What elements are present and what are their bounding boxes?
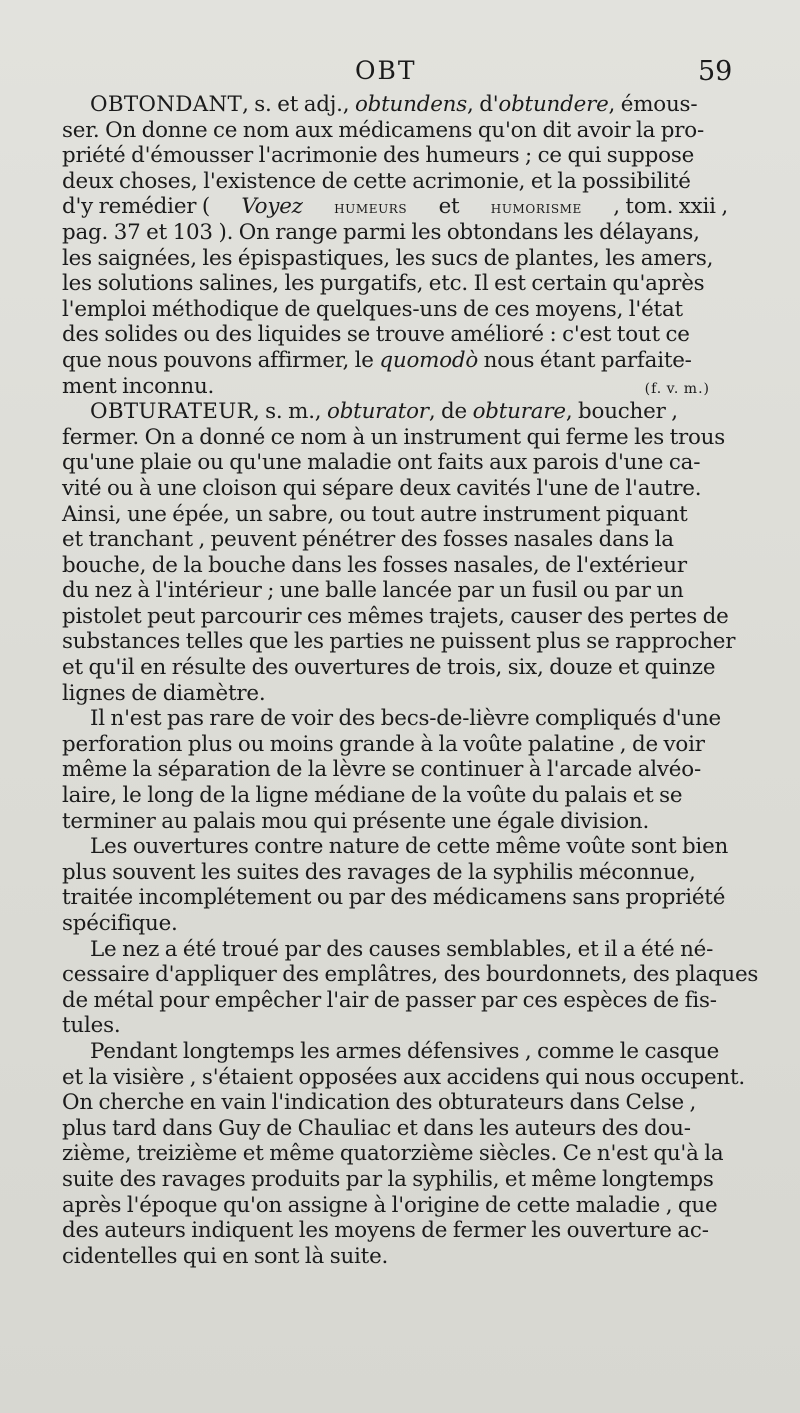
- text-line: ser. On donne ce nom aux médicamens qu'on dit avoir la pro-: [62, 117, 705, 143]
- entry-obturateur: [62, 399, 736, 706]
- text-line: suite des ravages produits par la syphilis, et même longtemps: [62, 1166, 714, 1192]
- text-line: Le nez a été troué par des causes semblables, et il a été né-: [90, 936, 714, 962]
- text-line: des solides ou des liquides se trouve amélioré : c'est tout ce: [62, 322, 690, 348]
- page-number: 59: [698, 56, 733, 87]
- text-line: Les ouvertures contre nature de cette même voûte sont bien: [90, 834, 729, 860]
- author-signature: (f. v. m.): [644, 380, 710, 397]
- text-line: vité ou à une cloison qui sépare deux cavités l'une de l'autre.: [62, 475, 702, 501]
- text-line: que nous pouvons affirmer, le quomodò nous étant parfaite-: [62, 347, 692, 373]
- text-line: après l'époque qu'on assigne à l'origine de cette maladie , que: [62, 1192, 718, 1218]
- text-line: cessaire d'appliquer des emplâtres, des bourdonnets, des plaques: [62, 962, 759, 988]
- text-line: fermer. On a donné ce nom à un instrument qui ferme les trous: [62, 424, 726, 450]
- text-line: traitée incomplétement ou par des médicamens sans propriété: [62, 885, 726, 911]
- text-line: substances telles que les parties ne puissent plus se rapprocher: [62, 629, 736, 655]
- running-header: [0, 56, 800, 90]
- cross-reference: humeurs: [334, 198, 408, 219]
- text-line: qu'une plaie ou qu'une maladie ont faits aux parois d'une ca-: [62, 450, 701, 476]
- text-line: ment inconnu. (f. v. m.): [62, 374, 728, 400]
- entry-obtondant: [62, 92, 728, 399]
- text-line: plus souvent les suites des ravages de la syphilis méconnue,: [62, 859, 696, 885]
- text-line: spécifique.: [62, 911, 178, 936]
- text-line: terminer au palais mou qui présente une égale division.: [62, 808, 650, 834]
- cross-reference: Voyez: [241, 194, 303, 220]
- text-line: perforation plus ou moins grande à la voûte palatine , de voir: [62, 731, 705, 757]
- text-line: et qu'il en résulte des ouvertures de trois, six, douze et quinze: [62, 655, 716, 681]
- text-line: l'emploi méthodique de quelques-uns de ces moyens, l'état: [62, 296, 683, 322]
- paragraph: [62, 834, 728, 936]
- text-line: les solutions salines, les purgatifs, etc. Il est certain qu'après: [62, 271, 705, 297]
- paragraph: [62, 706, 728, 834]
- running-title: OBT: [355, 56, 417, 85]
- text-line: On cherche en vain l'indication des obturateurs dans Celse ,: [62, 1090, 697, 1116]
- latin-term: obtundere: [498, 92, 609, 117]
- text-line: deux choses, l'existence de cette acrimonie, et la possibilité: [62, 168, 691, 194]
- text-line: de métal pour empêcher l'air de passer par ces espèces de fis-: [62, 987, 717, 1013]
- text-line: Pendant longtemps les armes défensives , comme le casque: [90, 1038, 720, 1064]
- text-line: lignes de diamètre.: [62, 680, 266, 706]
- text-line: laire, le long de la ligne médiane de la voûte du palais et se: [62, 783, 683, 809]
- entry-headword: OBTURATEUR: [90, 399, 253, 425]
- text-line: cidentelles qui en sont là suite.: [62, 1243, 389, 1269]
- text-line: OBTONDANT , s. et adj. , obtundens , d' obtundere , émous-: [90, 92, 698, 117]
- text-line: du nez à l'intérieur ; une balle lancée par un fusil ou par un: [62, 578, 684, 604]
- body-text: [62, 92, 759, 1269]
- text-line: et tranchant , peuvent pénétrer des fosses nasales dans la: [62, 527, 674, 553]
- text-line: même la séparation de la lèvre se continuer à l'arcade alvéo-: [62, 757, 701, 783]
- cross-reference: humorisme: [490, 198, 582, 219]
- paragraph: [62, 936, 759, 1039]
- text-line: d'y remédier ( Voyez humeurs et humorisme , tom. xxii ,: [62, 194, 728, 220]
- text-line: et la visière , s'étaient opposées aux accidens qui nous occupent.: [62, 1064, 745, 1090]
- text-line: plus tard dans Guy de Chauliac et dans les auteurs des dou-: [62, 1115, 691, 1141]
- latin-term: obturare: [472, 399, 566, 425]
- text-line: pag. 37 et 103 ). On range parmi les obtondans les délayans,: [62, 219, 700, 245]
- text-line: tules.: [62, 1013, 121, 1039]
- latin-term: obtundens: [354, 92, 468, 117]
- text-line: priété d'émousser l'acrimonie des humeurs ; ce qui suppose: [62, 143, 695, 169]
- latin-term: obturator: [327, 399, 429, 425]
- latin-term: quomodò: [379, 347, 479, 373]
- text-line: OBTURATEUR , s. m., obturator , de obturare , boucher ,: [90, 399, 678, 425]
- text-line: bouche, de la bouche dans les fosses nasales, de l'extérieur: [62, 552, 687, 578]
- text-line: pistolet peut parcourir ces mêmes trajets, causer des pertes de: [62, 603, 729, 629]
- text-line: Ainsi, une épée, un sabre, ou tout autre instrument piquant: [62, 501, 688, 527]
- text-line: des auteurs indiquent les moyens de fermer les ouverture ac-: [62, 1218, 709, 1244]
- text-line: zième, treizième et même quatorzième siècles. Ce n'est qu'à la: [62, 1141, 724, 1167]
- text-line: Il n'est pas rare de voir des becs-de-lièvre compliqués d'une: [90, 706, 722, 732]
- entry-headword: OBTONDANT: [90, 92, 243, 117]
- paragraph: [62, 1038, 745, 1269]
- text-line: les saignées, les épispastiques, les sucs de plantes, les amers,: [62, 245, 714, 271]
